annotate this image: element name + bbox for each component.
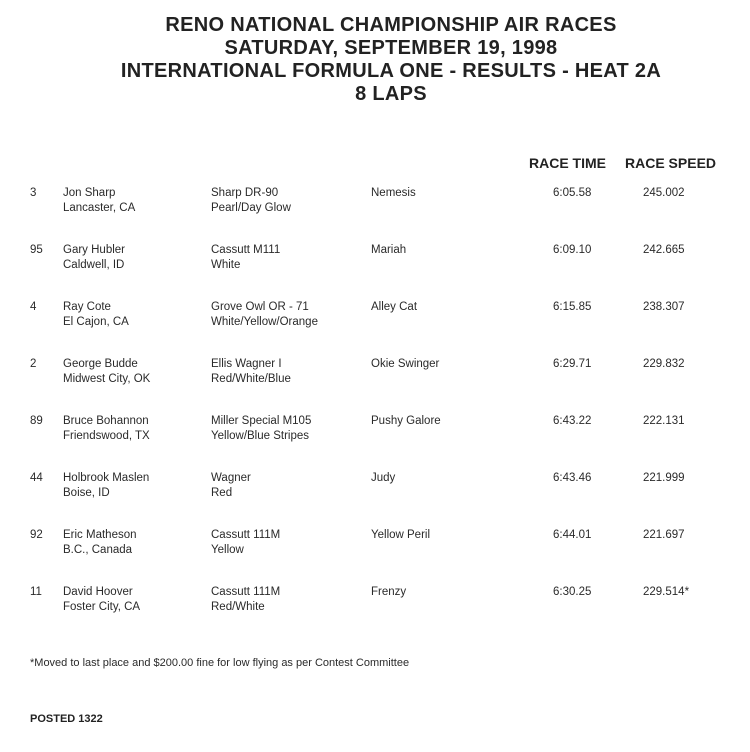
pilot-name: Ray Cote [63,301,111,313]
plane-colors: Yellow/Blue Stripes [211,430,310,442]
race-number: 2 [30,358,37,370]
pilot-hometown: El Cajon, CA [63,316,129,328]
plane-colors: Pearl/Day Glow [211,202,291,214]
pilot-name: George Budde [63,358,138,370]
plane-name: Frenzy [371,586,407,598]
pilot-hometown: B.C., Canada [63,544,133,556]
race-number: 4 [30,301,37,313]
race-speed: 221.697 [643,529,685,541]
pilot-name: Jon Sharp [63,187,116,199]
event-date: SATURDAY, SEPTEMBER 19, 1998 [224,37,558,59]
result-row [0,585,750,625]
race-speed: 242.665 [643,244,685,256]
plane-name: Yellow Peril [371,529,431,541]
result-row [0,300,750,340]
plane-name: Okie Swinger [371,358,440,370]
pilot-name: Gary Hubler [63,244,125,256]
pilot-hometown: Friendswood, TX [63,430,150,442]
document-header [0,14,750,106]
plane-colors: Red [211,487,233,499]
result-row [0,528,750,568]
plane-name: Pushy Galore [371,415,441,427]
plane-model: Ellis Wagner I [211,358,282,370]
pilot-name: Holbrook Maslen [63,472,150,484]
plane-colors: White/Yellow/Orange [211,316,318,328]
race-time: 6:15.85 [553,301,592,313]
pilot-hometown: Lancaster, CA [63,202,136,214]
plane-colors: Red/White/Blue [211,373,291,385]
race-speed-header: RACE SPEED [625,155,717,171]
race-speed: 221.999 [643,472,685,484]
pilot-hometown: Midwest City, OK [63,373,151,385]
race-time-header: RACE TIME [529,155,606,171]
race-class-title: INTERNATIONAL FORMULA ONE - RESULTS - HEAT 2A [120,60,662,82]
plane-info [211,243,280,273]
plane-model: Cassutt 111M [211,529,281,541]
pilot-info [63,528,137,558]
race-number: 92 [30,529,43,541]
result-row [0,357,750,397]
race-time: 6:30.25 [553,586,592,598]
plane-colors: Red/White [211,601,265,613]
plane-name: Judy [371,472,396,484]
race-number: 89 [30,415,43,427]
plane-name: Mariah [371,244,407,256]
race-time: 6:43.46 [553,472,592,484]
result-row [0,471,750,511]
plane-colors: Yellow [211,544,244,556]
race-number: 3 [30,187,37,199]
penalty-footnote: *Moved to last place and $200.00 fine for low flying as per Contest Committee [30,657,410,669]
plane-model: Cassutt 111M [211,586,281,598]
pilot-info [63,414,150,444]
race-time: 6:05.58 [553,187,592,199]
race-time: 6:09.10 [553,244,592,256]
pilot-hometown: Boise, ID [63,487,110,499]
pilot-name: David Hoover [63,586,133,598]
pilot-hometown: Caldwell, ID [63,259,125,271]
pilot-info [63,471,149,501]
plane-model: Wagner [211,472,251,484]
plane-info [211,528,280,558]
pilot-info [63,585,140,615]
plane-model: Cassutt M111 [211,244,281,256]
race-speed: 229.514* [643,586,690,598]
plane-name: Alley Cat [371,301,418,313]
pilot-info [63,243,125,273]
pilot-info [63,357,150,387]
plane-model: Sharp DR-90 [211,187,279,199]
race-time: 6:44.01 [553,529,592,541]
plane-info [211,471,251,501]
plane-info [211,357,291,387]
pilot-info [63,186,135,216]
race-speed: 229.832 [643,358,685,370]
pilot-name: Bruce Bohannon [63,415,149,427]
race-speed: 238.307 [643,301,685,313]
result-row [0,414,750,454]
pilot-hometown: Foster City, CA [63,601,141,613]
plane-model: Miller Special M105 [211,415,312,427]
result-row [0,186,750,226]
race-speed: 222.131 [643,415,685,427]
plane-colors: White [211,259,241,271]
lap-count: 8 LAPS [355,83,427,105]
race-time: 6:29.71 [553,358,592,370]
pilot-info [63,300,129,330]
race-number: 11 [30,586,42,598]
plane-info [211,414,311,444]
event-title: RENO NATIONAL CHAMPIONSHIP AIR RACES [165,14,617,36]
race-time: 6:43.22 [553,415,592,427]
plane-info [211,300,318,330]
posted-time: POSTED 1322 [30,713,103,725]
plane-info [211,585,280,615]
race-speed: 245.002 [643,187,685,199]
pilot-name: Eric Matheson [63,529,137,541]
race-number: 95 [30,244,43,256]
plane-info [211,186,291,216]
plane-model: Grove Owl OR - 71 [211,301,309,313]
result-row [0,243,750,283]
race-number: 44 [30,472,43,484]
plane-name: Nemesis [371,187,416,199]
